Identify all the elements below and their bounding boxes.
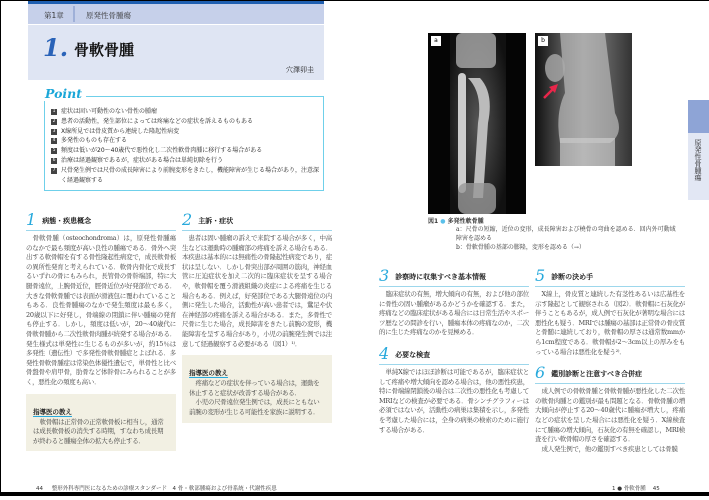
section-title: 診断の決め手 [551, 273, 594, 281]
section-heading [535, 365, 685, 384]
running-title: 1 ● 骨軟骨腫 [612, 486, 646, 492]
point-text: 多発性のものも存在する [61, 137, 128, 145]
section-heading [379, 343, 529, 365]
tip-box-1 [26, 394, 176, 452]
tip-box-2 [182, 355, 332, 422]
side-tab-label: 原発性骨腫瘍 [694, 139, 702, 181]
author: 穴澤卯圭 [286, 66, 314, 74]
title-band [28, 25, 324, 80]
page-number: 44 [36, 486, 43, 492]
section-text: 骨軟骨腫（osteochondroma）は，原発性骨腫瘍のなかで最も頻度が高い良性の腫瘍である．骨外へ突出する軟骨帽を有する骨性隆起性病変で，成長軟骨板の異所性発育と考えられている．軟骨内骨化で成長するいずれの骨にもみられ，長管骨の骨幹端部，特に大腿骨遠位，上腕骨近位，脛骨近位が好発部位である．大きな骨軟骨腫では表面が滑液包に覆われていることもある．良性骨腫瘍のなかで発生頻度は最も多く，20歳以下に好発し，骨端線の閉鎖に伴い腫瘍の発育も停止する．しかし，頻度は低いが，20〜40歳代に骨軟骨腫から二次性軟骨肉腫が続発する場合がある．発生様式は単発性に生じるものが多いが，約15％は多発性（遺伝性）で多発性骨軟骨腫症とよばれる．多発性骨軟骨腫症は常染色体優性遺伝で，単骨性と比べ骨盤骨や肩甲骨，肋骨など体幹骨にみられることが多く，悪性化の頻度も高い． [26, 234, 176, 386]
section-5 [535, 268, 685, 357]
section-heading [535, 268, 685, 287]
footer-left [36, 484, 277, 492]
section-heading [26, 212, 176, 231]
section-2 [182, 212, 332, 349]
section-3 [379, 268, 529, 338]
tip-text: 疼痛などの症状を伴っている場合は，運動を休止すると症状が改善する場合がある． [189, 379, 320, 397]
chapter-number: 第1章 [44, 11, 64, 20]
column-4 [535, 268, 685, 454]
xray-image-a [428, 33, 526, 214]
footer-right [612, 484, 660, 492]
chapter-name: 原発性骨腫瘍 [86, 11, 131, 20]
point-item [51, 136, 319, 146]
point-number-icon: 5 [52, 148, 56, 154]
point-text: 治療は経過観察であるが，症状がある場合は単純切除を行う [61, 156, 224, 164]
section-text: 単純X線ではほぼ診断は可能であるが，臨床症状として疼痛や増大傾向を認める場合は，他の悪性疾患，特に骨端線閉鎖後の場合は二次性の悪性化も考慮してMRIなどの検査が必要である．骨シンチグラフィーは必須ではないが，活動性の病巣は集積を示し，多発性を考慮した場合には，全身の病巣の検索のために施行する場合がある． [379, 367, 529, 434]
point-number-icon: 4 [52, 138, 56, 144]
knee-xray [535, 33, 632, 166]
article-number: 1. [43, 33, 69, 62]
page-title: 骨軟骨腫 [74, 41, 135, 59]
section-heading [182, 212, 332, 231]
point-box [44, 96, 324, 191]
figure-caption [428, 216, 678, 252]
section-1 [26, 212, 176, 388]
page-number: 45 [652, 486, 660, 492]
xray-image-b [535, 33, 632, 166]
section-number: 5 [535, 266, 546, 285]
tip-heading: 指導医の教え [189, 369, 228, 378]
section-number: 1 [26, 210, 37, 229]
caption-b: b：骨軟骨腫の基部の膨隆，変形を認める（→） [456, 244, 585, 251]
point-number-icon: 1 [52, 109, 56, 114]
section-text: X線上，骨皮質と連続した有茎性あるいは広基性を示す隆起として観察される（図2）．軟骨帽に石灰化が伴うこともあるが，成人例で石灰化が著明な場合には悪性化も疑う．MRIでは腫瘍の基部は正常骨の骨皮質と骨髄に連続しており，軟骨帽の厚さは通常数mmから1cm程度である．軟骨帽が2〜3cm以上の厚みをもっている場合は悪性化を疑う²⁾． [535, 290, 685, 356]
point-item [51, 166, 319, 186]
section-number: 2 [182, 210, 193, 229]
section-title: 必要な検査 [395, 350, 431, 359]
section-number: 4 [379, 343, 390, 363]
point-item [51, 117, 319, 127]
section-text: 成人発生例で，他の鑑別すべき疾患としては骨膜 [541, 444, 678, 453]
section-text: 患者は固い腫瘤の訴えで来院する場合が多く，中高生などは運動時の腫瘤部の疼痛を訴える場合もある．本疾患は基本的には無痛性の骨隆起性病変であり，症状は呈しない．しかし骨突出部が周囲の筋肉，神経血管に圧迫症状を加え二次的に臨床症状を呈する場合や，軟骨帽を覆う滑液組織の炎症による疼痛を生じる場合もある．例えば，好発部位である大腿骨遠位の内側に発生した場合，活動性が高い患者では，鵞足や伏在神経部の疼痛を訴える場合がある．また，多骨性で尺骨に生じた場合，成長障害をきたし前腕の変形，機能障害を呈する場合があり，小児の前腕発生例では注意して経過観察する必要がある（図1）¹⁾． [182, 234, 332, 348]
point-number-icon: 2 [52, 118, 56, 124]
section-text: 臨床症状の有無，増大傾向の有無，および他の部位に骨性の固い腫瘤があるかどうかを確認する．また，疼痛などの臨床症状がある場合には日常生活やスポーツ歴などの問診を行い，腫瘍本体の疼痛なのか，二次的に生じた疼痛なのかを見極める． [379, 290, 529, 337]
section-text: 成人例での骨軟骨腫と骨軟骨腫が悪性化した二次性の軟骨肉腫との鑑別が最も問題となる．骨軟骨腫の増大傾向が停止する20〜40歳代に腫瘍が増大し，疼痛などの症状を呈した場合には悪性化を疑う．X線検査にて腫瘍の増大傾向，石灰化の有無を確認し，MRI検査を行い軟骨帽の厚さを確認する． [535, 387, 685, 444]
point-number-icon: 6 [52, 157, 56, 163]
column-1 [26, 212, 176, 451]
point-text: 患者の活動性，発生部位によっては疼痛などの症状を訴えるものもある [61, 117, 254, 125]
forearm-xray [428, 33, 526, 214]
section-number: 6 [535, 363, 546, 383]
chapter-band [28, 4, 324, 24]
side-tab [688, 133, 709, 200]
point-list [51, 107, 319, 185]
caption-dot-icon: ● [440, 218, 446, 225]
section-title: 鑑別診断と注意すべき合併症 [551, 370, 643, 379]
point-text: 尺骨発生例では尺骨の成長障害により前腕変形をきたし，機能障害が生じる場合があり，注意深く経過観察する [61, 166, 320, 184]
figure-label-a: a [431, 36, 441, 46]
caption-a: a：尺骨の短縮，近位の変形，成長障害および橈骨の弯曲を認める．回内外可動域障害を認める [456, 226, 676, 242]
point-item [51, 107, 319, 117]
point-item [51, 127, 319, 137]
point-text: 症状は固い可動性のない骨性の腫瘤 [61, 108, 158, 115]
section-4 [379, 343, 529, 435]
tip-heading: 指導医の教え [33, 407, 72, 416]
section-number: 3 [379, 266, 390, 285]
side-tab-marker [688, 100, 709, 133]
section-title: 病態・疾患概念 [42, 217, 92, 225]
divider [73, 6, 75, 22]
section-title: 診察時に収集すべき基本情報 [395, 273, 487, 281]
caption-number: 図1 [428, 218, 439, 225]
tip-text: 軟骨帽は正常骨の正常軟骨板に相当し，通常は成長軟骨板の消失する時期，すなわち成長期が終わると腫瘍全体の拡大も停止する． [33, 417, 164, 445]
point-number-icon: 7 [52, 167, 56, 173]
point-number-icon: 3 [52, 128, 56, 134]
point-text: X線所見では骨皮質から連続した隆起性病変 [61, 127, 180, 135]
point-item [51, 156, 319, 166]
figure-label-b: b [538, 36, 548, 46]
section-heading [379, 268, 529, 287]
caption-title: 多発性軟骨腫 [447, 218, 484, 225]
column-3 [379, 268, 529, 435]
book-title: 整形外科専門医になるための診療スタンダード 4 骨・軟部腫瘍および骨系統・代謝性疾患 [51, 486, 277, 492]
tip-text: 小児の尺骨遠位発生例では，成長にともない前腕の変形が生じる可能性を家族に説明する． [189, 398, 320, 416]
section-title: 主訴・症状 [198, 217, 234, 225]
section-6 [535, 365, 685, 454]
point-label: Point [44, 86, 86, 101]
point-text: 頻度は低いが20〜40歳代で悪性化し二次性軟骨肉腫に移行する場合がある [61, 147, 263, 155]
column-2 [182, 212, 332, 423]
point-item [51, 146, 319, 156]
